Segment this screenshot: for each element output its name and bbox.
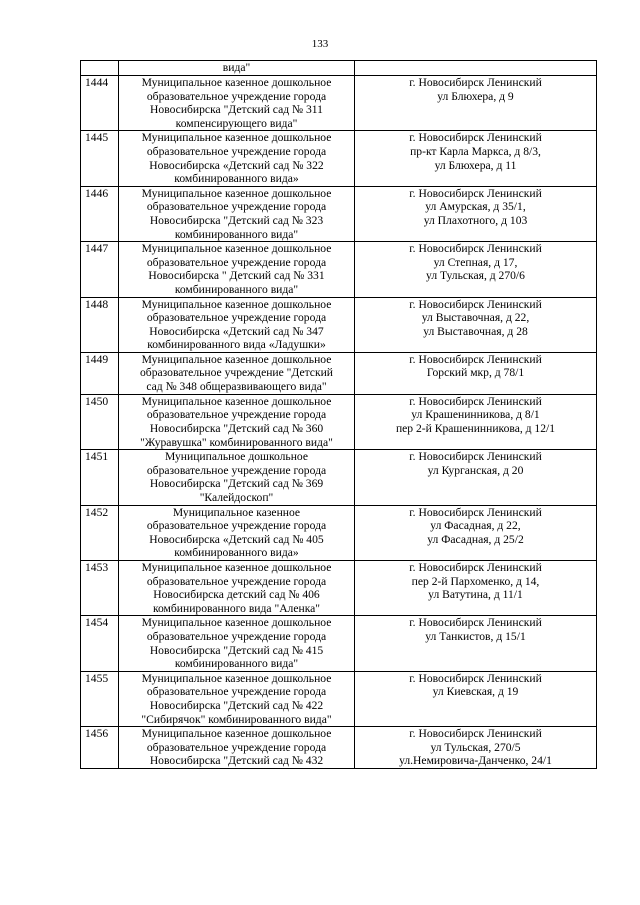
institution-name (119, 61, 355, 76)
institution-name-line: комбинированного вида" (174, 282, 299, 296)
institution-name (119, 727, 355, 769)
institution-address (355, 242, 597, 297)
institution-address-line: ул Выставочная, д 28 (423, 324, 528, 338)
institution-address-line: г. Новосибирск Ленинский (409, 242, 542, 256)
institution-name-line: образовательное учреждение города (146, 255, 327, 269)
institution-name-line: Новосибирска "Детский сад № 311 (150, 103, 323, 117)
institution-name-line: образовательное учреждение города (146, 408, 327, 422)
institution-address-line: ул Тульская, д 270/6 (426, 269, 525, 283)
institution-name-line: комбинированного вида» (174, 172, 299, 186)
row-number: 1454 (81, 616, 119, 671)
institution-address-line: ул Блюхера, д 9 (437, 89, 514, 103)
institution-address-line: ул.Немировича-Данченко, 24/1 (399, 754, 552, 768)
table-row (81, 505, 597, 560)
institution-name-line: Новосибирска «Детский сад № 322 (149, 158, 324, 172)
continuation-row (81, 61, 597, 76)
institution-name-line: компенсирующего вида" (175, 116, 298, 130)
institution-name-line: Новосибирска "Детский сад № 369 (149, 477, 324, 491)
institution-name-line: Новосибирска "Детский сад № 422 (149, 698, 324, 712)
institution-address-line: ул Курганская, д 20 (427, 463, 524, 477)
institution-name-line: Новосибирска «Детский сад № 405 (149, 532, 324, 546)
institution-address-line: ул Фасадная, д 25/2 (427, 532, 524, 546)
institution-address-line: г. Новосибирск Ленинский (409, 297, 542, 311)
institution-name-line: образовательное учреждение "Детский (140, 366, 333, 380)
table-row (81, 394, 597, 449)
institution-address-line: ул Плахотного, д 103 (423, 213, 528, 227)
institution-address-line: г. Новосибирск Ленинский (409, 671, 542, 685)
table-row (81, 297, 597, 352)
institution-name-line: Муниципальное казенное дошкольное (141, 186, 332, 200)
institution-name-line: Муниципальное казенное дошкольное (141, 671, 332, 685)
institution-name-line: Новосибирска "Детский сад № 415 (149, 643, 324, 657)
institution-name-line: образовательное учреждение города (146, 740, 327, 754)
institution-address-line: г. Новосибирск Ленинский (409, 186, 542, 200)
page-number: 133 (311, 38, 329, 50)
institution-name-line: вида" (222, 61, 251, 74)
institution-address (355, 727, 597, 769)
table-row (81, 352, 597, 394)
institution-name-line: образовательное учреждение города (146, 311, 327, 325)
row-number: 1448 (81, 297, 119, 352)
table-row (81, 186, 597, 241)
institution-name-line: Новосибирска "Детский сад № 323 (149, 213, 324, 227)
institution-name-line: комбинированного вида" (174, 227, 299, 241)
institution-name-line: образовательное учреждение города (146, 144, 327, 158)
institution-name-line: Муниципальное казенное дошкольное (141, 727, 332, 741)
institution-address (355, 616, 597, 671)
institution-name-line: комбинированного вида "Аленка" (152, 601, 321, 615)
institution-name-line: Новосибирска " Детский сад № 331 (148, 269, 325, 283)
institution-name-line: Муниципальное казенное дошкольное (141, 561, 332, 574)
institution-name-line: комбинированного вида» (174, 546, 299, 560)
institution-address (355, 394, 597, 449)
institution-name-line: Новосибирска детский сад № 406 (153, 588, 320, 602)
institution-address-line: пр-кт Карла Маркса, д 8/3, (410, 144, 541, 158)
institution-name-line: образовательное учреждение города (146, 519, 327, 533)
institution-name-line: образовательное учреждение города (146, 629, 327, 643)
table-row (81, 671, 597, 726)
table-body (81, 61, 597, 769)
institution-name-line: Муниципальное казенное дошкольное (141, 352, 332, 366)
institution-name-line: Муниципальное казенное дошкольное (141, 131, 332, 145)
institutions-table (80, 60, 597, 769)
institution-name (119, 76, 355, 131)
institution-name (119, 131, 355, 186)
institution-address (355, 561, 597, 616)
institution-name-line: Новосибирска «Детский сад № 347 (149, 324, 324, 338)
institution-name-line: комбинированного вида «Ладушки» (147, 338, 326, 352)
institution-name-line: комбинированного вида" (174, 657, 299, 671)
row-number: 1445 (81, 131, 119, 186)
institution-address-line: ул Крашенинникова, д 8/1 (411, 408, 540, 422)
institution-address (355, 671, 597, 726)
institution-name (119, 394, 355, 449)
row-number: 1452 (81, 505, 119, 560)
institution-address-line: г. Новосибирск Ленинский (409, 450, 542, 464)
institution-address-line: г. Новосибирск Ленинский (409, 561, 542, 574)
institution-address (355, 61, 597, 76)
row-number: 1455 (81, 671, 119, 726)
institution-name (119, 186, 355, 241)
institution-address (355, 297, 597, 352)
table-row (81, 76, 597, 131)
institution-address-line: ул Амурская, д 35/1, (425, 200, 526, 214)
institution-address-line: г. Новосибирск Ленинский (409, 131, 542, 145)
institution-name-line: образовательное учреждение города (146, 685, 327, 699)
institution-name (119, 616, 355, 671)
institution-name-line: Муниципальное казенное дошкольное (141, 76, 332, 89)
row-number: 1447 (81, 242, 119, 297)
institution-name-line: "Журавушка" комбинированного вида" (140, 435, 333, 449)
institution-address-line: ул Киевская, д 19 (432, 685, 519, 699)
row-number: 1449 (81, 352, 119, 394)
institution-address (355, 450, 597, 505)
institution-address (355, 131, 597, 186)
row-number: 1446 (81, 186, 119, 241)
institution-name-line: Муниципальное казенное дошкольное (141, 394, 332, 408)
institution-address-line: г. Новосибирск Ленинский (409, 727, 542, 741)
table-row (81, 131, 597, 186)
table-row (81, 242, 597, 297)
institution-address-line: г. Новосибирск Ленинский (409, 352, 542, 366)
institution-name-line: Муниципальное казенное (172, 505, 301, 519)
institution-name (119, 297, 355, 352)
institution-name-line: Новосибирска "Детский сад № 360 (149, 422, 324, 436)
institution-name (119, 450, 355, 505)
institution-name-line: "Сибирячок" комбинированного вида" (141, 712, 332, 726)
table-row (81, 727, 597, 769)
institution-address-line: ул Блюхера, д 11 (434, 158, 517, 172)
institution-address (355, 352, 597, 394)
row-number: 1453 (81, 561, 119, 616)
row-number: 1444 (81, 76, 119, 131)
institution-address-line: ул Выставочная, д 22, (421, 311, 530, 325)
table-row (81, 616, 597, 671)
institution-name-line: образовательное учреждение города (146, 89, 327, 103)
institution-name (119, 352, 355, 394)
institution-name-line: Муниципальное казенное дошкольное (141, 297, 332, 311)
institution-address-line: пер 2-й Пархоменко, д 14, (411, 574, 540, 588)
institution-name-line: образовательное учреждение города (146, 574, 327, 588)
institution-address-line: ул Фасадная, д 22, (430, 519, 521, 533)
institution-address-line: г. Новосибирск Ленинский (409, 616, 542, 630)
institution-address (355, 505, 597, 560)
institution-name-line: Муниципальное дошкольное (164, 450, 309, 464)
institution-address (355, 76, 597, 131)
institution-name-line: сад № 348 общеразвивающего вида" (146, 380, 327, 394)
institution-name (119, 671, 355, 726)
institution-address-line: ул Степная, д 17, (433, 255, 518, 269)
institution-name-line: Муниципальное казенное дошкольное (141, 616, 332, 630)
institution-address-line: г. Новосибирск Ленинский (409, 76, 542, 89)
institution-name-line: образовательное учреждение города (146, 200, 327, 214)
institution-address-line: ул Танкистов, д 15/1 (425, 629, 526, 643)
institution-address-line: Горский мкр, д 78/1 (426, 366, 525, 380)
row-number (81, 61, 119, 76)
institution-name (119, 505, 355, 560)
institution-name-line: Новосибирска "Детский сад № 432 (149, 754, 324, 768)
institution-address-line: г. Новосибирск Ленинский (409, 394, 542, 408)
institution-name (119, 242, 355, 297)
row-number: 1451 (81, 450, 119, 505)
institution-address-line: пер 2-й Крашенинникова, д 12/1 (395, 422, 556, 436)
institution-address-line: г. Новосибирск Ленинский (409, 505, 542, 519)
row-number: 1450 (81, 394, 119, 449)
table-row (81, 450, 597, 505)
institution-name-line: образовательное учреждение города (146, 463, 327, 477)
institution-name (119, 561, 355, 616)
institution-name-line: Муниципальное казенное дошкольное (141, 242, 332, 256)
table-row (81, 561, 597, 616)
institution-address-line: ул Тульская, 270/5 (430, 740, 521, 754)
institution-address (355, 186, 597, 241)
institution-address-line: ул Ватутина, д 11/1 (428, 588, 523, 602)
row-number: 1456 (81, 727, 119, 769)
institution-name-line: "Калейдоскоп" (199, 491, 274, 505)
